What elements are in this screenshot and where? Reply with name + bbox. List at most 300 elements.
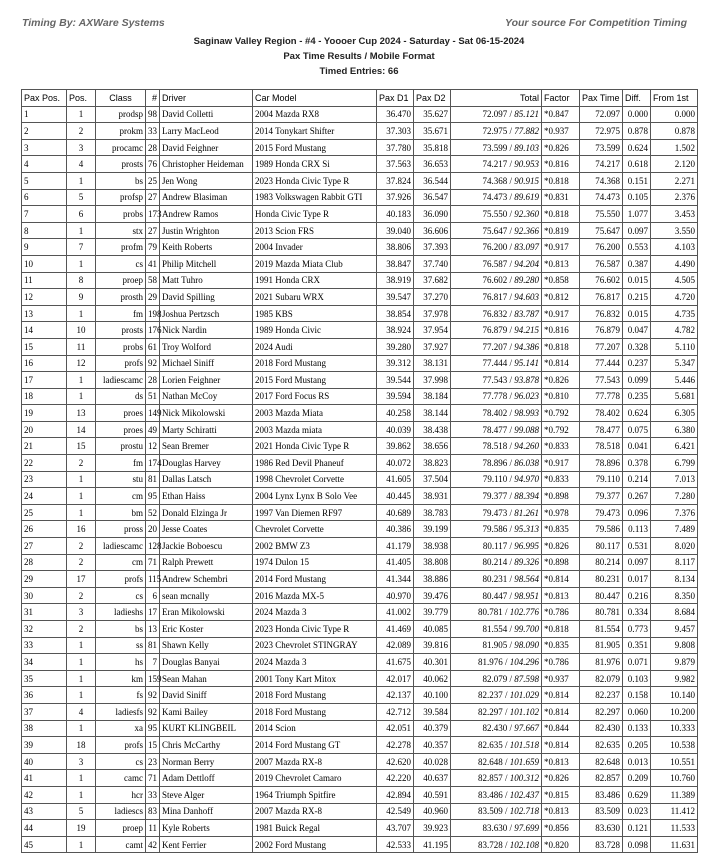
total-time: 82.648 [477,756,503,767]
cell-pax-pos: 28 [22,554,67,571]
cell-factor: *0.813 [542,753,580,770]
cell-class: ds [96,388,146,405]
col-header: Pos. [67,90,96,107]
cell-pax-pos: 17 [22,372,67,389]
cell-number: 23 [146,753,160,770]
cell-pos: 16 [67,521,96,538]
total-time: 76.587 [482,258,508,269]
cell-total: 75.550 / 92.360 [451,206,542,223]
cell-pax-d1: 39.862 [377,438,414,455]
cell-pax-pos: 40 [22,753,67,770]
cell-car-model: 2002 Ford Mustang [253,836,377,853]
cell-pos: 5 [67,803,96,820]
cell-pax-pos: 18 [22,388,67,405]
cell-class: bs [96,621,146,638]
cell-driver: Troy Wolford [160,338,253,355]
cell-factor: *0.815 [542,786,580,803]
cell-diff: 0.103 [623,670,651,687]
raw-time: 102.437 [509,789,539,800]
cell-pos: 13 [67,405,96,422]
cell-pax-d1: 38.919 [377,272,414,289]
total-time: 72.097 [482,109,508,120]
cell-driver: Donald Elzinga Jr [160,504,253,521]
cell-from-first: 4.505 [651,272,698,289]
cell-car-model: 2003 Mazda miata [253,421,377,438]
cell-number: 81 [146,637,160,654]
cell-total: 77.543 / 93.878 [451,372,542,389]
cell-total: 76.587 / 94.204 [451,255,542,272]
cell-class: cs [96,587,146,604]
cell-pax-time: 73.599 [580,139,623,156]
cell-diff: 0.624 [623,139,651,156]
cell-diff: 0.334 [623,604,651,621]
cell-pax-d2: 37.393 [414,239,451,256]
cell-pax-d1: 42.278 [377,737,414,754]
cell-car-model: 2021 Honda Civic Type R [253,438,377,455]
cell-class: camc [96,770,146,787]
cell-number: 41 [146,255,160,272]
cell-driver: Christopher Heideman [160,156,253,173]
table-row [22,255,698,272]
cell-diff: 0.098 [623,836,651,853]
cell-from-first: 2.376 [651,189,698,206]
cell-pax-time: 79.377 [580,488,623,505]
raw-time: 101.518 [509,739,539,750]
cell-driver: Steve Alger [160,786,253,803]
raw-time: 93.878 [514,374,539,385]
cell-pax-d2: 38.656 [414,438,451,455]
cell-car-model: 1964 Triumph Spitfire [253,786,377,803]
cell-pax-d2: 40.591 [414,786,451,803]
table-row [22,670,698,687]
cell-pax-d1: 39.594 [377,388,414,405]
cell-class: fm [96,455,146,472]
cell-factor: *0.898 [542,554,580,571]
cell-diff: 0.531 [623,538,651,555]
cell-factor: *0.813 [542,255,580,272]
table-row [22,654,698,671]
cell-pos: 1 [67,255,96,272]
cell-pax-time: 79.473 [580,504,623,521]
cell-pax-d1: 37.563 [377,156,414,173]
cell-car-model: 2018 Ford Mustang [253,703,377,720]
cell-pax-d1: 41.605 [377,471,414,488]
cell-pax-d2: 38.938 [414,538,451,555]
cell-pax-pos: 4 [22,156,67,173]
cell-class: profs [96,355,146,372]
source-tagline: Your source For Competition Timing [504,17,687,29]
cell-car-model: 1997 Van Diemen RF97 [253,504,377,521]
cell-pax-time: 72.975 [580,123,623,140]
cell-pax-d1: 42.051 [377,720,414,737]
total-time: 80.781 [477,607,503,618]
cell-from-first: 7.013 [651,471,698,488]
cell-pax-d1: 38.924 [377,322,414,339]
cell-pos: 5 [67,189,96,206]
cell-car-model: 2023 Honda Civic Type R [253,621,377,638]
cell-pax-time: 76.587 [580,255,623,272]
cell-pax-d2: 39.816 [414,637,451,654]
raw-time: 94.603 [514,291,539,302]
cell-diff: 0.113 [623,521,651,538]
cell-driver: KURT KLINGBEIL [160,720,253,737]
cell-pos: 1 [67,687,96,704]
cell-driver: Matt Tuhro [160,272,253,289]
cell-pax-d2: 37.270 [414,289,451,306]
cell-pax-time: 83.486 [580,786,623,803]
cell-factor: *0.833 [542,471,580,488]
cell-car-model: 2004 Mazda RX8 [253,106,377,123]
cell-pax-pos: 27 [22,538,67,555]
cell-pos: 1 [67,222,96,239]
raw-time: 98.090 [514,640,539,651]
raw-time: 97.667 [514,723,539,734]
cell-total: 76.817 / 94.603 [451,289,542,306]
cell-total: 82.237 / 101.029 [451,687,542,704]
cell-pax-pos: 34 [22,654,67,671]
raw-time: 104.296 [509,656,539,667]
cell-factor: *0.917 [542,239,580,256]
cell-diff: 0.075 [623,421,651,438]
cell-number: 149 [146,405,160,422]
cell-car-model: 1985 KBS [253,305,377,322]
cell-pax-pos: 6 [22,189,67,206]
cell-driver: Andrew Blasiman [160,189,253,206]
cell-number: 58 [146,272,160,289]
raw-time: 86.038 [514,457,539,468]
cell-pax-time: 81.976 [580,654,623,671]
cell-pax-d1: 38.854 [377,305,414,322]
cell-pax-d2: 40.379 [414,720,451,737]
cell-class: ladiescs [96,803,146,820]
cell-class: cm [96,554,146,571]
cell-factor: *0.835 [542,637,580,654]
total-time: 78.518 [482,441,508,452]
raw-time: 87.598 [514,673,539,684]
cell-pos: 1 [67,305,96,322]
cell-pax-d2: 38.438 [414,421,451,438]
cell-driver: Norman Berry [160,753,253,770]
cell-total: 77.207 / 94.386 [451,338,542,355]
table-row [22,455,698,472]
cell-from-first: 5.446 [651,372,698,389]
cell-car-model: 2014 Ford Mustang GT [253,737,377,754]
cell-factor: *0.898 [542,488,580,505]
cell-diff: 0.205 [623,737,651,754]
cell-from-first: 6.799 [651,455,698,472]
cell-factor: *0.814 [542,687,580,704]
cell-from-first: 4.735 [651,305,698,322]
cell-driver: Eran Mikolowski [160,604,253,621]
cell-class: prosth [96,289,146,306]
cell-pax-d2: 38.823 [414,455,451,472]
table-row [22,637,698,654]
cell-car-model: 2023 Chevrolet STINGRAY [253,637,377,654]
cell-pos: 3 [67,139,96,156]
cell-total: 74.217 / 90.953 [451,156,542,173]
cell-pax-time: 74.368 [580,172,623,189]
cell-number: 51 [146,388,160,405]
cell-pax-pos: 8 [22,222,67,239]
cell-number: 95 [146,488,160,505]
cell-car-model: Chevrolet Corvette [253,521,377,538]
cell-from-first: 0.878 [651,123,698,140]
cell-car-model: 2018 Ford Mustang [253,355,377,372]
cell-number: 12 [146,438,160,455]
cell-class: prodsp [96,106,146,123]
cell-total: 79.473 / 81.261 [451,504,542,521]
cell-total: 73.599 / 89.103 [451,139,542,156]
total-time: 75.647 [482,225,508,236]
cell-pax-d2: 40.062 [414,670,451,687]
cell-car-model: 2001 Tony Kart Mitox [253,670,377,687]
raw-time: 92.366 [514,225,539,236]
cell-number: 28 [146,139,160,156]
table-row [22,820,698,837]
cell-pos: 1 [67,836,96,853]
cell-pax-d1: 41.002 [377,604,414,621]
cell-pax-pos: 44 [22,820,67,837]
table-row [22,621,698,638]
cell-diff: 0.378 [623,455,651,472]
cell-class: ss [96,637,146,654]
cell-class: bm [96,504,146,521]
timed-entries: Timed Entries: 66 [319,66,399,77]
cell-pax-d1: 40.258 [377,405,414,422]
cell-from-first: 10.140 [651,687,698,704]
cell-car-model: 2004 Lynx Lynx B Solo Vee [253,488,377,505]
cell-pax-d2: 37.504 [414,471,451,488]
cell-number: 173 [146,206,160,223]
raw-time: 94.204 [514,258,539,269]
cell-diff: 0.773 [623,621,651,638]
cell-pax-d1: 39.547 [377,289,414,306]
cell-driver: Kent Ferrier [160,836,253,853]
cell-from-first: 10.200 [651,703,698,720]
raw-time: 95.313 [514,524,539,535]
cell-pax-d1: 40.183 [377,206,414,223]
cell-pax-d1: 42.137 [377,687,414,704]
table-row [22,504,698,521]
cell-factor: *0.937 [542,123,580,140]
cell-class: profm [96,239,146,256]
cell-pax-d2: 36.606 [414,222,451,239]
cell-pax-d1: 40.970 [377,587,414,604]
table-row [22,471,698,488]
cell-pax-d2: 39.584 [414,703,451,720]
cell-number: 71 [146,554,160,571]
cell-diff: 0.099 [623,372,651,389]
cell-number: 174 [146,455,160,472]
cell-pax-time: 81.905 [580,637,623,654]
cell-pax-d1: 39.312 [377,355,414,372]
cell-pos: 2 [67,538,96,555]
cell-pos: 1 [67,172,96,189]
cell-pax-d2: 37.954 [414,322,451,339]
cell-pax-time: 81.554 [580,621,623,638]
cell-pax-time: 82.297 [580,703,623,720]
raw-time: 77.882 [514,125,539,136]
cell-pax-time: 78.518 [580,438,623,455]
total-time: 80.231 [482,574,508,585]
cell-pax-pos: 3 [22,139,67,156]
cell-total: 82.297 / 101.102 [451,703,542,720]
table-row [22,737,698,754]
total-time: 80.117 [482,540,508,551]
cell-factor: *0.835 [542,521,580,538]
col-header: Pax Pos. [22,90,67,107]
table-row [22,604,698,621]
cell-total: 78.896 / 86.038 [451,455,542,472]
cell-factor: *0.816 [542,322,580,339]
cell-from-first: 2.120 [651,156,698,173]
cell-class: prokm [96,123,146,140]
cell-pos: 18 [67,737,96,754]
cell-pax-d1: 37.303 [377,123,414,140]
table-row [22,222,698,239]
cell-pax-pos: 1 [22,106,67,123]
raw-time: 94.386 [514,341,539,352]
cell-total: 80.117 / 96.995 [451,538,542,555]
cell-driver: Philip Mitchell [160,255,253,272]
cell-pax-d1: 41.675 [377,654,414,671]
table-row [22,488,698,505]
cell-diff: 0.071 [623,654,651,671]
cell-pos: 8 [67,272,96,289]
cell-number: 28 [146,372,160,389]
total-time: 72.975 [482,125,508,136]
cell-car-model: 1989 Honda CRX Si [253,156,377,173]
table-row [22,305,698,322]
cell-total: 81.905 / 98.090 [451,637,542,654]
cell-pax-pos: 41 [22,770,67,787]
cell-pos: 1 [67,786,96,803]
cell-pax-pos: 23 [22,471,67,488]
cell-driver: Andrew Ramos [160,206,253,223]
table-row [22,438,698,455]
cell-from-first: 8.020 [651,538,698,555]
cell-factor: *0.813 [542,803,580,820]
cell-driver: Adam Dettloff [160,770,253,787]
cell-pax-d2: 40.100 [414,687,451,704]
cell-pax-time: 80.447 [580,587,623,604]
cell-pos: 9 [67,289,96,306]
cell-pax-time: 80.214 [580,554,623,571]
cell-diff: 0.121 [623,820,651,837]
cell-from-first: 11.389 [651,786,698,803]
cell-factor: *0.786 [542,654,580,671]
cell-pax-time: 74.217 [580,156,623,173]
cell-car-model: 1974 Dulon 15 [253,554,377,571]
cell-total: 80.447 / 98.951 [451,587,542,604]
col-header: Car Model [253,90,377,107]
cell-total: 82.079 / 87.598 [451,670,542,687]
cell-diff: 0.216 [623,587,651,604]
cell-pax-d2: 41.195 [414,836,451,853]
cell-pax-d2: 38.808 [414,554,451,571]
cell-factor: *0.831 [542,189,580,206]
total-time: 81.905 [482,640,508,651]
cell-pax-pos: 15 [22,338,67,355]
cell-class: procamc [96,139,146,156]
cell-class: hcr [96,786,146,803]
cell-pax-d2: 40.028 [414,753,451,770]
cell-from-first: 11.412 [651,803,698,820]
table-row [22,338,698,355]
cell-pos: 12 [67,355,96,372]
cell-factor: *0.813 [542,587,580,604]
raw-time: 96.023 [514,391,539,402]
cell-from-first: 4.490 [651,255,698,272]
col-header: Diff. [623,90,651,107]
cell-driver: Nick Nardin [160,322,253,339]
cell-from-first: 4.720 [651,289,698,306]
cell-car-model: 2015 Ford Mustang [253,139,377,156]
cell-total: 82.648 / 101.659 [451,753,542,770]
cell-pax-pos: 43 [22,803,67,820]
cell-number: 29 [146,289,160,306]
cell-factor: *0.786 [542,604,580,621]
cell-pax-time: 78.402 [580,405,623,422]
cell-pax-time: 76.879 [580,322,623,339]
cell-pax-d2: 37.682 [414,272,451,289]
cell-number: 92 [146,703,160,720]
raw-time: 98.564 [514,574,539,585]
cell-pax-d1: 42.620 [377,753,414,770]
cell-diff: 0.624 [623,405,651,422]
cell-number: 17 [146,604,160,621]
cell-pax-d2: 36.653 [414,156,451,173]
cell-pax-d1: 37.824 [377,172,414,189]
cell-factor: *0.818 [542,338,580,355]
cell-driver: David Siniff [160,687,253,704]
cell-diff: 0.047 [623,322,651,339]
cell-driver: Shawn Kelly [160,637,253,654]
cell-from-first: 8.350 [651,587,698,604]
cell-pax-time: 78.896 [580,455,623,472]
cell-driver: Mina Danhoff [160,803,253,820]
cell-pax-d2: 37.740 [414,255,451,272]
cell-pax-pos: 45 [22,836,67,853]
raw-time: 94.260 [514,441,539,452]
cell-pos: 1 [67,670,96,687]
cell-pax-pos: 29 [22,571,67,588]
total-time: 75.550 [482,208,508,219]
cell-class: stu [96,471,146,488]
table-row [22,156,698,173]
cell-class: proes [96,405,146,422]
cell-pos: 15 [67,438,96,455]
table-row [22,123,698,140]
cell-number: 27 [146,222,160,239]
cell-diff: 0.017 [623,571,651,588]
total-time: 83.728 [477,839,503,850]
total-time: 77.207 [482,341,508,352]
cell-pax-d2: 36.544 [414,172,451,189]
cell-class: ladiesfs [96,703,146,720]
cell-total: 82.635 / 101.518 [451,737,542,754]
cell-factor: *0.820 [542,836,580,853]
cell-pos: 1 [67,654,96,671]
cell-from-first: 3.550 [651,222,698,239]
raw-time: 81.261 [514,507,539,518]
cell-total: 80.214 / 89.326 [451,554,542,571]
cell-diff: 0.387 [623,255,651,272]
table-row [22,239,698,256]
table-row [22,521,698,538]
cell-pos: 6 [67,206,96,223]
cell-diff: 0.097 [623,222,651,239]
